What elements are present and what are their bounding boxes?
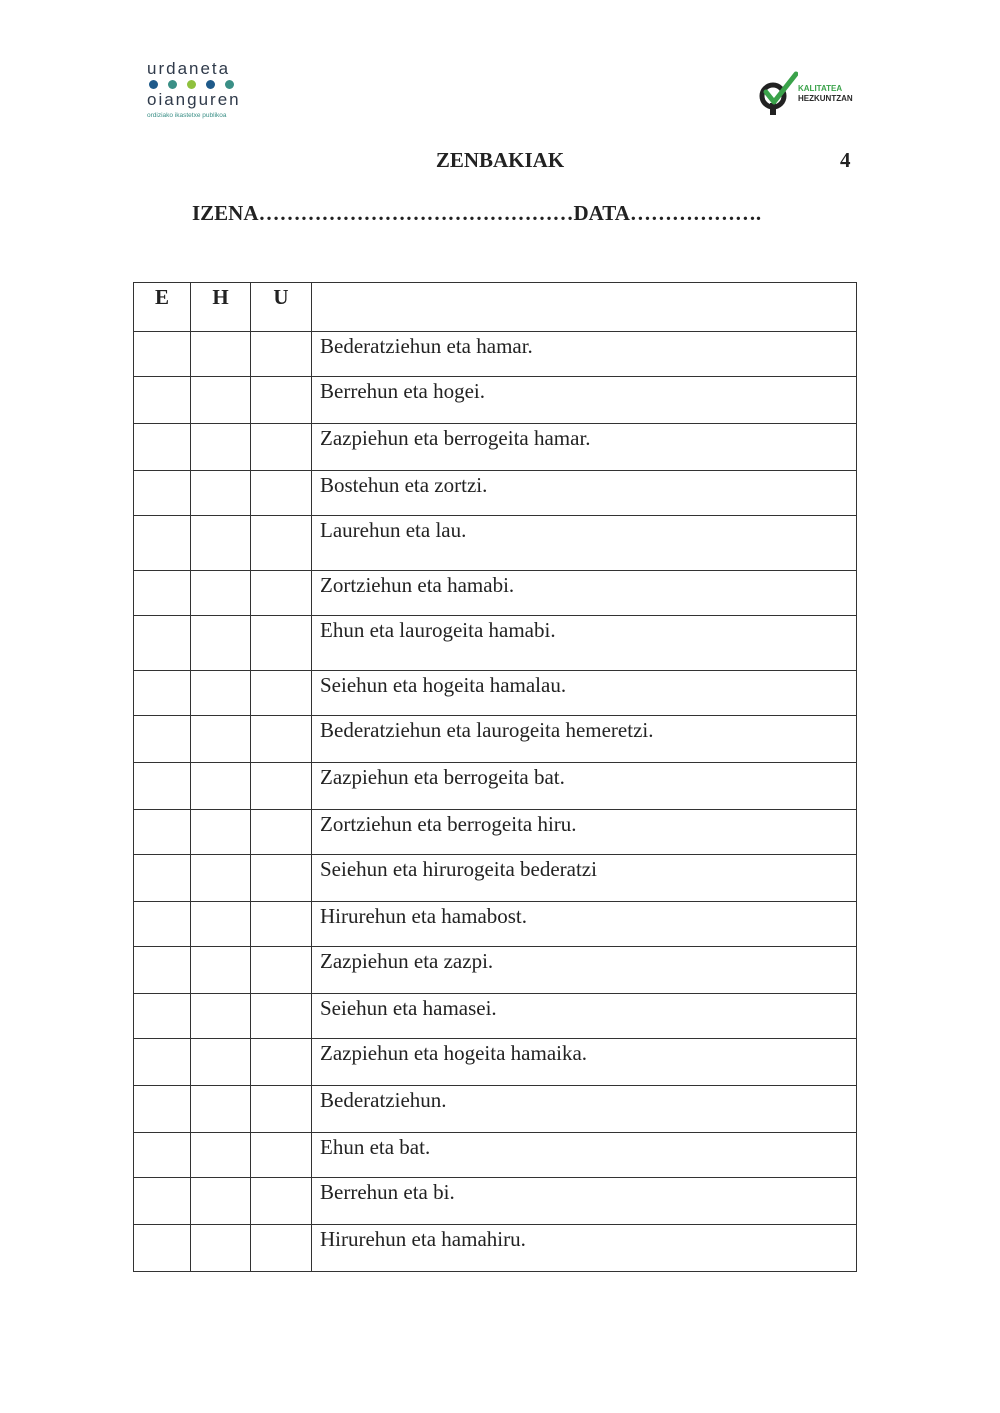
answer-cell-e[interactable] — [134, 516, 191, 571]
number-words-cell: Zazpiehun eta berrogeita hamar. — [312, 424, 857, 471]
number-words-cell: Ehun eta laurogeita hamabi. — [312, 616, 857, 671]
number-words-cell: Zazpiehun eta zazpi. — [312, 947, 857, 994]
answer-cell-e[interactable] — [134, 1133, 191, 1178]
number-words-cell: Ehun eta bat. — [312, 1133, 857, 1178]
answer-cell-u[interactable] — [251, 424, 312, 471]
answer-cell-h[interactable] — [191, 855, 251, 902]
column-header-h: H — [191, 283, 251, 332]
table-row — [134, 810, 857, 855]
answer-cell-h[interactable] — [191, 902, 251, 947]
answer-cell-u[interactable] — [251, 1039, 312, 1086]
table-row — [134, 902, 857, 947]
number-words-cell: Zazpiehun eta hogeita hamaika. — [312, 1039, 857, 1086]
answer-cell-u[interactable] — [251, 1178, 312, 1225]
answer-cell-u[interactable] — [251, 516, 312, 571]
number-words-cell: Bederatziehun eta hamar. — [312, 332, 857, 377]
number-words-cell: Berrehun eta bi. — [312, 1178, 857, 1225]
number-words-cell: Bederatziehun eta laurogeita hemeretzi. — [312, 716, 857, 763]
number-words-cell: Zortziehun eta hamabi. — [312, 571, 857, 616]
answer-cell-h[interactable] — [191, 716, 251, 763]
answer-cell-e[interactable] — [134, 332, 191, 377]
logo-dot — [206, 80, 215, 89]
answer-cell-u[interactable] — [251, 571, 312, 616]
answer-cell-h[interactable] — [191, 810, 251, 855]
column-header-e: E — [134, 283, 191, 332]
number-words-cell: Hirurehun eta hamabost. — [312, 902, 857, 947]
answer-cell-h[interactable] — [191, 671, 251, 716]
answer-cell-u[interactable] — [251, 471, 312, 516]
page-title: ZENBAKIAK — [435, 148, 565, 172]
answer-cell-h[interactable] — [191, 947, 251, 994]
school-logo-tagline: ordiziako ikastetxe publikoa — [147, 112, 227, 119]
checkmark-key-icon — [758, 70, 798, 118]
quality-logo-line1: KALITATEA — [798, 84, 843, 93]
school-logo-dots — [149, 80, 257, 89]
answer-cell-e[interactable] — [134, 1039, 191, 1086]
answer-cell-h[interactable] — [191, 471, 251, 516]
table-header-row — [134, 283, 857, 332]
answer-cell-e[interactable] — [134, 855, 191, 902]
answer-cell-e[interactable] — [134, 1178, 191, 1225]
answer-cell-h[interactable] — [191, 424, 251, 471]
table-row — [134, 1133, 857, 1178]
table-row — [134, 1086, 857, 1133]
answer-cell-u[interactable] — [251, 1086, 312, 1133]
answer-cell-h[interactable] — [191, 1039, 251, 1086]
number-words-cell: Bederatziehun. — [312, 1086, 857, 1133]
number-words-cell: Laurehun eta lau. — [312, 516, 857, 571]
answer-cell-h[interactable] — [191, 1178, 251, 1225]
answer-cell-u[interactable] — [251, 1133, 312, 1178]
answer-cell-h[interactable] — [191, 516, 251, 571]
answer-cell-u[interactable] — [251, 947, 312, 994]
answer-cell-u[interactable] — [251, 1225, 312, 1272]
answer-cell-h[interactable] — [191, 994, 251, 1039]
number-words-cell: Hirurehun eta hamahiru. — [312, 1225, 857, 1272]
table-row — [134, 471, 857, 516]
answer-cell-e[interactable] — [134, 716, 191, 763]
table-row — [134, 332, 857, 377]
table-row — [134, 1178, 857, 1225]
answer-cell-u[interactable] — [251, 332, 312, 377]
answer-cell-e[interactable] — [134, 1225, 191, 1272]
answer-cell-e[interactable] — [134, 377, 191, 424]
logo-dot — [149, 80, 158, 89]
answer-cell-u[interactable] — [251, 994, 312, 1039]
number-table — [133, 282, 857, 1272]
number-words-cell: Zortziehun eta berrogeita hiru. — [312, 810, 857, 855]
table-row — [134, 516, 857, 571]
table-row — [134, 616, 857, 671]
answer-cell-e[interactable] — [134, 616, 191, 671]
table-row — [134, 1225, 857, 1272]
table-row — [134, 424, 857, 471]
answer-cell-h[interactable] — [191, 1086, 251, 1133]
answer-cell-e[interactable] — [134, 571, 191, 616]
number-words-cell: Bostehun eta zortzi. — [312, 471, 857, 516]
answer-cell-u[interactable] — [251, 763, 312, 810]
logo-dot — [168, 80, 177, 89]
table-row — [134, 671, 857, 716]
answer-cell-u[interactable] — [251, 810, 312, 855]
column-header-text — [312, 283, 857, 332]
answer-cell-u[interactable] — [251, 855, 312, 902]
table-row — [134, 763, 857, 810]
answer-cell-e[interactable] — [134, 994, 191, 1039]
answer-cell-u[interactable] — [251, 902, 312, 947]
quality-logo-text — [798, 84, 853, 104]
answer-cell-h[interactable] — [191, 616, 251, 671]
school-logo-line1: urdaneta — [147, 59, 231, 78]
answer-cell-h[interactable] — [191, 1225, 251, 1272]
answer-cell-u[interactable] — [251, 716, 312, 763]
logo-dot — [187, 80, 196, 89]
quality-logo-line2: HEZKUNTZAN — [798, 94, 853, 103]
page-number: 4 — [840, 148, 851, 172]
table-row — [134, 377, 857, 424]
answer-cell-h[interactable] — [191, 1133, 251, 1178]
answer-cell-e[interactable] — [134, 471, 191, 516]
answer-cell-e[interactable] — [134, 947, 191, 994]
answer-cell-e[interactable] — [134, 671, 191, 716]
answer-cell-h[interactable] — [191, 377, 251, 424]
answer-cell-e[interactable] — [134, 810, 191, 855]
school-logo — [147, 60, 257, 119]
number-words-cell: Berrehun eta hogei. — [312, 377, 857, 424]
school-logo-line2: oianguren — [147, 90, 241, 109]
table-row — [134, 994, 857, 1039]
answer-cell-h[interactable] — [191, 571, 251, 616]
table-row — [134, 571, 857, 616]
quality-logo — [758, 70, 858, 118]
column-header-u: U — [251, 283, 312, 332]
table-row — [134, 947, 857, 994]
table-row — [134, 855, 857, 902]
answer-cell-h[interactable] — [191, 332, 251, 377]
table-row — [134, 716, 857, 763]
number-words-cell: Seiehun eta hirurogeita bederatzi — [312, 855, 857, 902]
name-date-line[interactable]: IZENA………………………………………DATA………………. — [192, 201, 762, 225]
answer-cell-u[interactable] — [251, 671, 312, 716]
number-words-cell: Seiehun eta hogeita hamalau. — [312, 671, 857, 716]
answer-cell-e[interactable] — [134, 763, 191, 810]
answer-cell-e[interactable] — [134, 902, 191, 947]
table-row — [134, 1039, 857, 1086]
answer-cell-e[interactable] — [134, 424, 191, 471]
number-words-cell: Seiehun eta hamasei. — [312, 994, 857, 1039]
answer-cell-e[interactable] — [134, 1086, 191, 1133]
answer-cell-u[interactable] — [251, 616, 312, 671]
answer-cell-u[interactable] — [251, 377, 312, 424]
logo-dot — [225, 80, 234, 89]
answer-cell-h[interactable] — [191, 763, 251, 810]
number-words-cell: Zazpiehun eta berrogeita bat. — [312, 763, 857, 810]
